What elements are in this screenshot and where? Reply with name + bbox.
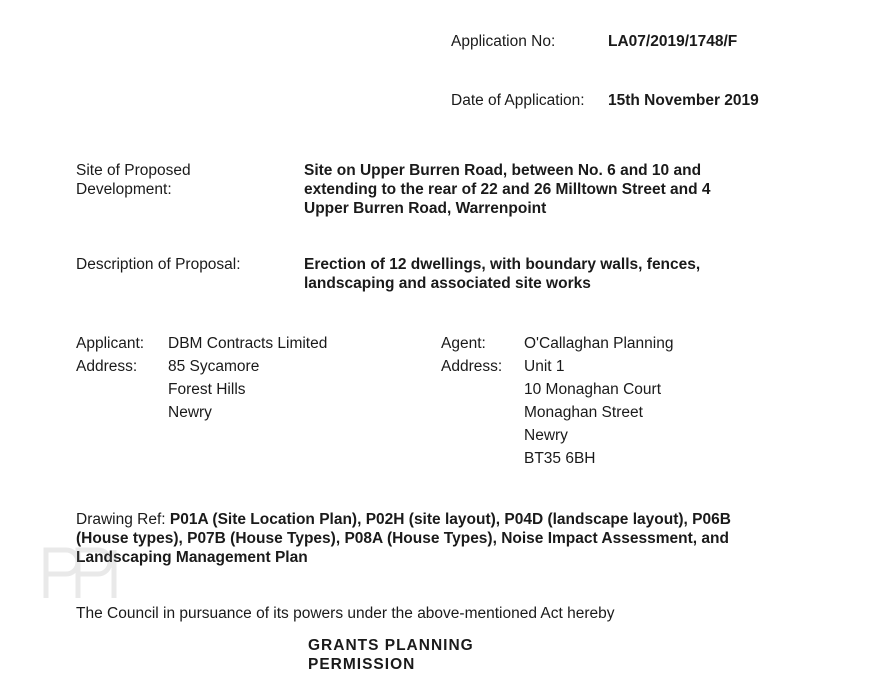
site-label-line: Site of Proposed <box>76 162 191 179</box>
applicant-label: Applicant: <box>76 335 145 352</box>
drawing-ref-label: Drawing Ref: <box>76 511 166 528</box>
agent-address <box>524 355 661 470</box>
agent-address-line: Monaghan Street <box>524 404 643 421</box>
description-label: Description of Proposal: <box>76 256 241 273</box>
site-label <box>76 161 191 199</box>
agent-name: O'Callaghan Planning <box>524 335 674 352</box>
description-value <box>304 255 700 293</box>
description-value-line: landscaping and associated site works <box>304 275 591 292</box>
agent-address-label: Address: <box>441 358 503 375</box>
drawing-ref-line: (House types), P07B (House Types), P08A (House Types), Noise Impact Assessment, and <box>76 530 729 547</box>
drawing-ref <box>76 510 731 567</box>
applicant-name: DBM Contracts Limited <box>168 335 328 352</box>
drawing-ref-line: Landscaping Management Plan <box>76 549 308 566</box>
application-no-label: Application No: <box>451 33 556 50</box>
date-of-application-label: Date of Application: <box>451 92 585 109</box>
description-value-line: Erection of 12 dwellings, with boundary walls, fences, <box>304 256 701 273</box>
applicant-address <box>168 355 259 424</box>
date-of-application-value: 15th November 2019 <box>608 92 759 109</box>
drawing-ref-line: P01A (Site Location Plan), P02H (site layout), P04D (landscape layout), P06B <box>169 511 731 528</box>
site-value-line: extending to the rear of 22 and 26 Milltown Street and 4 <box>304 181 711 198</box>
agent-label: Agent: <box>441 335 486 352</box>
agent-address-line: BT35 6BH <box>524 450 596 467</box>
applicant-address-line: Newry <box>168 404 212 421</box>
agent-address-line: Unit 1 <box>524 358 565 375</box>
ppi-watermark-logo-icon <box>40 540 124 602</box>
site-label-line: Development: <box>76 181 172 198</box>
agent-address-line: Newry <box>524 427 568 444</box>
decision-heading: GRANTS PLANNING PERMISSION <box>308 637 474 673</box>
site-value <box>304 161 711 218</box>
agent-address-line: 10 Monaghan Court <box>524 381 662 398</box>
applicant-address-line: 85 Sycamore <box>168 358 260 375</box>
application-no-value: LA07/2019/1748/F <box>608 33 738 50</box>
applicant-address-line: Forest Hills <box>168 381 246 398</box>
council-statement: The Council in pursuance of its powers under the above-mentioned Act hereby <box>76 605 615 622</box>
site-value-line: Site on Upper Burren Road, between No. 6 and 10 and <box>304 162 702 179</box>
site-value-line: Upper Burren Road, Warrenpoint <box>304 200 547 217</box>
applicant-address-label: Address: <box>76 358 138 375</box>
